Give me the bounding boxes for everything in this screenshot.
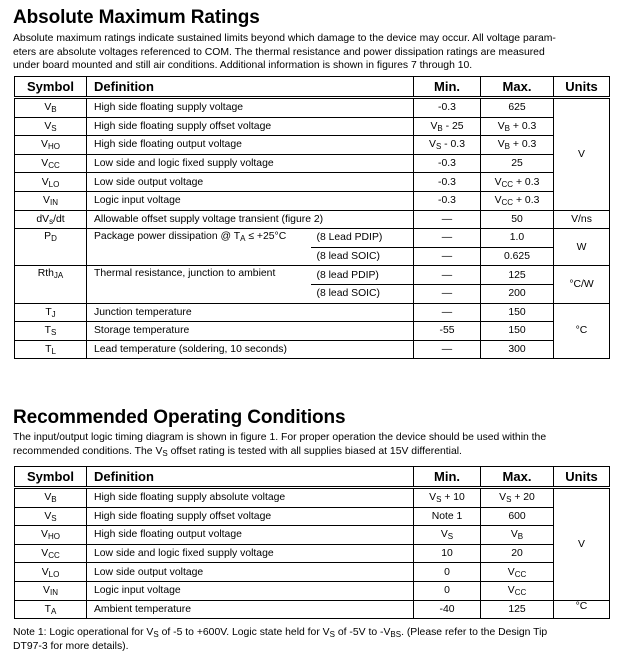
table-row	[15, 488, 610, 508]
max-cell: 600	[481, 507, 554, 526]
symbol-cell	[15, 526, 87, 545]
section-intro-absolute-maximum	[13, 32, 613, 73]
max-subscript: CC	[514, 569, 527, 579]
units-cell-temperature: °C	[554, 303, 610, 359]
note-text: of -5 to +600V. Logic state held for V	[158, 627, 330, 638]
table-row	[15, 210, 610, 229]
units-cell: °C/W	[554, 266, 610, 303]
min-subscript: S	[435, 142, 442, 152]
symbol-cell	[15, 173, 87, 192]
min-cell: —	[414, 210, 481, 229]
definition-cell: High side floating supply offset voltage	[87, 117, 414, 136]
min-cell: —	[414, 284, 481, 303]
symbol-cell	[15, 98, 87, 118]
max-cell: 625	[481, 98, 554, 118]
min-subscript: B	[437, 123, 443, 133]
header-max: Max.	[481, 467, 554, 488]
max-text: + 0.3	[513, 195, 540, 207]
symbol: T	[44, 603, 51, 615]
min-text: V	[429, 139, 436, 151]
symbol: V	[44, 492, 52, 504]
min-cell: -0.3	[414, 173, 481, 192]
intro-text: recommended conditions. The V	[13, 445, 163, 457]
definition-cell	[87, 229, 311, 266]
note-subscript: BS	[390, 630, 402, 639]
symbol-subscript: IN	[49, 198, 58, 208]
symbol-subscript: JA	[53, 271, 64, 281]
max-text: V	[494, 176, 502, 188]
min-subscript: S	[436, 495, 442, 505]
symbol: V	[41, 139, 48, 151]
units-cell-voltage: V	[554, 488, 610, 601]
min-cell: Note 1	[414, 507, 481, 526]
symbol-subscript: B	[51, 105, 57, 115]
max-text: V	[497, 139, 505, 151]
max-cell: 150	[481, 303, 554, 322]
symbol: /dt	[53, 213, 65, 225]
header-max: Max.	[481, 77, 554, 98]
min-cell: 10	[414, 544, 481, 563]
max-text: V	[507, 585, 515, 597]
max-text: V	[507, 566, 515, 578]
min-cell: —	[414, 229, 481, 248]
package-cell: (8 lead SOIC)	[311, 247, 414, 266]
max-text: + 20	[511, 492, 535, 504]
section-title-recommended-operating-conditions: Recommended Operating Conditions	[13, 407, 346, 428]
header-definition: Definition	[87, 467, 414, 488]
table-row	[15, 98, 610, 118]
recommended-operating-conditions-table	[14, 466, 610, 619]
symbol-subscript: s	[49, 216, 54, 226]
max-subscript: B	[504, 142, 510, 152]
table-row	[15, 526, 610, 545]
table-row	[15, 136, 610, 155]
symbol-subscript: HO	[47, 142, 60, 152]
definition-cell: Logic input voltage	[87, 581, 414, 600]
table-row	[15, 340, 610, 359]
symbol-cell	[15, 600, 87, 619]
max-subscript: CC	[501, 179, 514, 189]
footnote	[13, 626, 623, 653]
note-subscript: S	[153, 630, 159, 639]
symbol-cell	[15, 266, 87, 303]
definition-subscript: A	[240, 234, 246, 244]
definition-cell: High side floating supply absolute voltage	[87, 488, 414, 508]
table-row	[15, 229, 610, 248]
max-text: + 0.3	[513, 176, 540, 188]
symbol-cell	[15, 303, 87, 322]
max-text: V	[510, 529, 518, 541]
max-cell: 1.0	[481, 229, 554, 248]
max-cell	[481, 581, 554, 600]
min-cell	[414, 488, 481, 508]
units-cell: V/ns	[554, 210, 610, 229]
min-cell: -0.3	[414, 154, 481, 173]
min-cell: —	[414, 247, 481, 266]
max-cell	[481, 488, 554, 508]
symbol-cell	[15, 322, 87, 341]
max-cell: 20	[481, 544, 554, 563]
table-row	[15, 117, 610, 136]
table-row	[15, 322, 610, 341]
symbol-subscript: J	[51, 309, 56, 319]
note-text: Note 1: Logic operational for V	[13, 627, 154, 638]
max-cell: 300	[481, 340, 554, 359]
symbol: T	[44, 325, 51, 337]
definition-cell: Junction temperature	[87, 303, 414, 322]
symbol-subscript: LO	[48, 179, 60, 189]
min-cell: —	[414, 266, 481, 285]
table-row	[15, 266, 610, 285]
symbol-subscript: S	[51, 328, 57, 338]
definition-cell: High side floating supply voltage	[87, 98, 414, 118]
min-cell: -40	[414, 600, 481, 619]
min-cell	[414, 117, 481, 136]
package-cell: (8 Lead PDIP)	[311, 229, 414, 248]
symbol-cell	[15, 507, 87, 526]
table-row	[15, 563, 610, 582]
max-cell	[481, 563, 554, 582]
symbol-cell	[15, 191, 87, 210]
max-text: V	[499, 492, 507, 504]
max-cell: 200	[481, 284, 554, 303]
min-cell	[414, 136, 481, 155]
max-subscript: S	[506, 495, 512, 505]
units-cell-voltage: V	[554, 98, 610, 211]
max-cell	[481, 526, 554, 545]
table-row	[15, 173, 610, 192]
symbol: V	[41, 548, 49, 560]
max-subscript: B	[517, 532, 524, 542]
min-text: V	[430, 120, 438, 132]
definition-cell: Thermal resistance, junction to ambient	[87, 266, 311, 303]
min-cell: -55	[414, 322, 481, 341]
definition-cell: Allowable offset supply voltage transient (figure 2)	[87, 210, 414, 229]
note-text: of -5V to -V	[334, 627, 391, 638]
package-cell: (8 lead PDIP)	[311, 266, 414, 285]
symbol: dV	[36, 213, 50, 225]
intro-line	[13, 445, 613, 459]
table-row	[15, 191, 610, 210]
header-units: Units	[554, 467, 610, 488]
header-min: Min.	[414, 77, 481, 98]
header-definition: Definition	[87, 77, 414, 98]
symbol: V	[44, 120, 52, 132]
table-row	[15, 303, 610, 322]
max-cell	[481, 173, 554, 192]
max-subscript: CC	[514, 588, 527, 598]
min-text: V	[429, 492, 437, 504]
definition-text: ≤ +25°C	[245, 231, 287, 243]
symbol-subscript: S	[51, 123, 57, 133]
min-text: V	[440, 529, 448, 541]
symbol-subscript: CC	[48, 161, 60, 171]
units-cell: W	[554, 229, 610, 266]
definition-cell: High side floating supply offset voltage	[87, 507, 414, 526]
symbol: V	[43, 195, 50, 207]
table-header-row	[15, 467, 610, 488]
min-cell	[414, 526, 481, 545]
note-subscript: S	[329, 630, 335, 639]
symbol: V	[41, 529, 48, 541]
symbol-subscript: IN	[49, 588, 58, 598]
min-text: + 10	[441, 492, 465, 504]
symbol-subscript: CC	[48, 551, 60, 561]
symbol: T	[45, 344, 52, 356]
symbol-subscript: HO	[47, 532, 60, 542]
section-intro-recommended	[13, 431, 613, 458]
min-text: - 25	[442, 120, 464, 132]
definition-cell: Low side output voltage	[87, 563, 414, 582]
header-min: Min.	[414, 467, 481, 488]
definition-cell: Storage temperature	[87, 322, 414, 341]
min-cell: —	[414, 303, 481, 322]
symbol-subscript: LO	[48, 569, 60, 579]
package-cell: (8 lead SOIC)	[311, 284, 414, 303]
symbol: V	[44, 510, 52, 522]
footnote-line: DT97-3 for more details).	[13, 640, 129, 652]
definition-cell: Low side output voltage	[87, 173, 414, 192]
max-text: + 0.3	[509, 139, 537, 151]
definition-cell: Low side and logic fixed supply voltage	[87, 154, 414, 173]
intro-subscript: S	[162, 448, 168, 458]
symbol: V	[41, 566, 49, 578]
definition-cell: Lead temperature (soldering, 10 seconds)	[87, 340, 414, 359]
max-subscript: B	[504, 123, 510, 133]
table-header-row	[15, 77, 610, 98]
min-subscript: S	[447, 532, 454, 542]
max-cell: 0.625	[481, 247, 554, 266]
min-cell: -0.3	[414, 191, 481, 210]
symbol: T	[45, 306, 52, 318]
symbol-cell	[15, 229, 87, 266]
symbol-subscript: D	[51, 234, 57, 244]
max-subscript: CC	[501, 198, 514, 208]
table-row	[15, 507, 610, 526]
table-row	[15, 544, 610, 563]
symbol-cell	[15, 136, 87, 155]
symbol: V	[44, 102, 52, 114]
max-cell: 125	[481, 266, 554, 285]
table-row	[15, 581, 610, 600]
max-text: V	[497, 120, 505, 132]
symbol-cell	[15, 340, 87, 359]
definition-cell: Ambient temperature	[87, 600, 414, 619]
table-row	[15, 154, 610, 173]
absolute-maximum-ratings-table	[14, 76, 610, 359]
symbol-cell	[15, 488, 87, 508]
header-symbol: Symbol	[15, 77, 87, 98]
footnote-line	[13, 626, 623, 640]
symbol: P	[44, 231, 52, 243]
max-cell	[481, 191, 554, 210]
units-cell-temperature: °C	[554, 600, 610, 619]
max-cell	[481, 117, 554, 136]
symbol: Rth	[37, 268, 54, 280]
symbol-cell	[15, 117, 87, 136]
header-units: Units	[554, 77, 610, 98]
symbol-cell	[15, 581, 87, 600]
intro-line: under board mounted and still air conditions. Additional information is shown in figures 7 through 10.	[13, 60, 473, 71]
min-cell: —	[414, 340, 481, 359]
symbol-subscript: S	[51, 513, 57, 523]
definition-text: Package power dissipation @ T	[94, 231, 241, 243]
min-text: - 0.3	[441, 139, 465, 151]
symbol: V	[41, 158, 49, 170]
note-text: . (Please refer to the Design Tip	[401, 627, 548, 638]
max-cell: 50	[481, 210, 554, 229]
symbol-cell	[15, 544, 87, 563]
symbol: V	[43, 585, 50, 597]
min-cell: 0	[414, 581, 481, 600]
max-cell: 125	[481, 600, 554, 619]
symbol: V	[41, 176, 49, 188]
max-text: V	[494, 195, 502, 207]
definition-cell: High side floating output voltage	[87, 136, 414, 155]
symbol-subscript: L	[51, 347, 56, 357]
symbol-cell	[15, 563, 87, 582]
max-cell	[481, 136, 554, 155]
intro-line: Absolute maximum ratings indicate sustained limits beyond which damage to the device may occur. All voltage param-	[13, 33, 556, 44]
max-cell: 150	[481, 322, 554, 341]
max-cell: 25	[481, 154, 554, 173]
symbol-cell	[15, 210, 87, 229]
definition-cell: Low side and logic fixed supply voltage	[87, 544, 414, 563]
symbol-subscript: A	[51, 606, 57, 616]
table-row	[15, 600, 610, 619]
definition-cell: Logic input voltage	[87, 191, 414, 210]
intro-text: offset rating is tested with all supplies biased at 15V differential.	[167, 445, 462, 457]
section-title-absolute-maximum-ratings: Absolute Maximum Ratings	[13, 7, 260, 28]
min-cell: -0.3	[414, 98, 481, 118]
definition-cell: High side floating output voltage	[87, 526, 414, 545]
max-text: + 0.3	[509, 120, 537, 132]
intro-line: The input/output logic timing diagram is shown in figure 1. For proper operation the device should be used within the	[13, 432, 547, 443]
symbol-cell	[15, 154, 87, 173]
header-symbol: Symbol	[15, 467, 87, 488]
symbol-subscript: B	[51, 495, 57, 505]
intro-line: eters are absolute voltages referenced to COM. The thermal resistance and power dissipation ratings are measured	[13, 46, 545, 58]
min-cell: 0	[414, 563, 481, 582]
